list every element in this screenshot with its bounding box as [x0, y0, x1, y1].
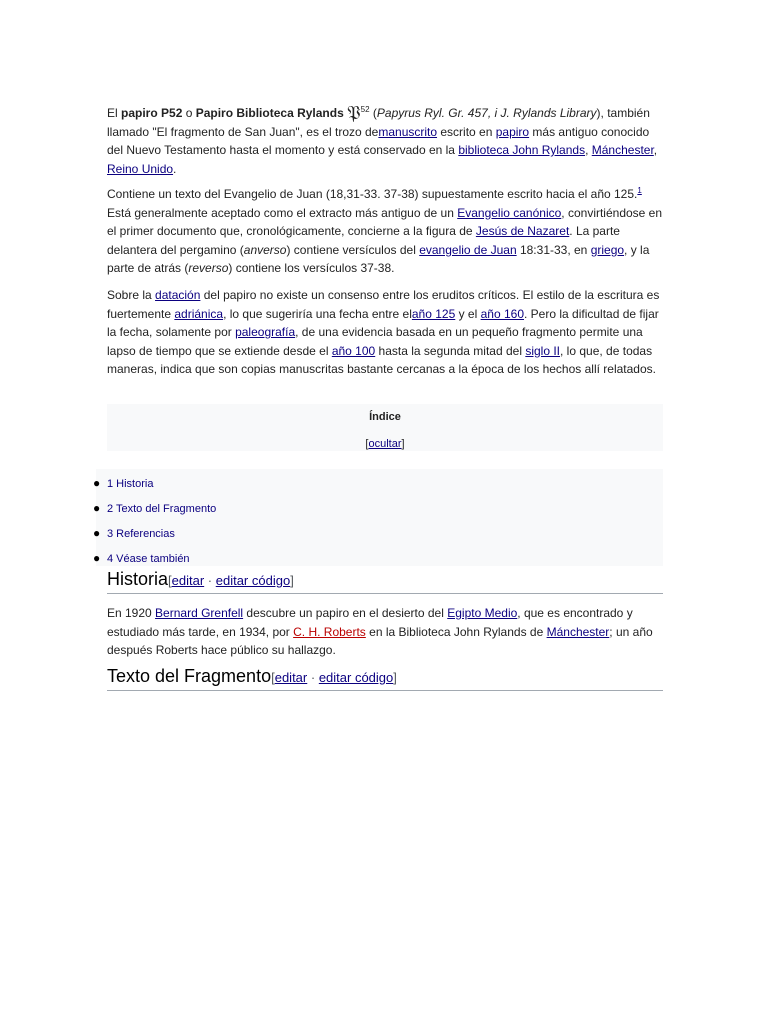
section-heading-historia	[107, 568, 663, 594]
edit-code-link[interactable]: editar código	[215, 573, 291, 588]
bullet-icon: ●	[93, 526, 101, 540]
text: , y la parte de atrás (	[107, 242, 650, 276]
link-ano-100[interactable]: año 100	[331, 343, 376, 358]
text: y el	[455, 306, 481, 321]
link-manuscrito[interactable]: manuscrito	[378, 124, 438, 139]
p52-glyph: 𝔓	[347, 102, 361, 124]
text: Está generalmente aceptado como el extracto más antiguo de un	[107, 205, 458, 220]
link-ano-160[interactable]: año 160	[480, 306, 524, 321]
link-evangelio-canonico[interactable]: Evangelio canónico	[457, 205, 562, 220]
text: ,	[653, 143, 658, 158]
toc-item-vease-tambien[interactable]	[93, 551, 190, 566]
bracket: ]	[393, 670, 397, 685]
bold-term: Papiro Biblioteca Rylands	[195, 106, 344, 120]
text: , que es encontrado y estudiado más tarde, en 1934, por	[107, 606, 633, 639]
text: descubre un papiro en el desierto del	[243, 606, 448, 620]
reference-link[interactable]: 1	[637, 186, 642, 195]
text: Sobre la	[107, 288, 156, 302]
p52-symbol	[347, 102, 369, 124]
toc-title: Índice	[369, 411, 401, 423]
bracket: ]	[290, 573, 294, 588]
edit-link[interactable]: editar	[274, 670, 308, 685]
toc-link[interactable]: 4 Véase también	[107, 553, 190, 565]
intro-paragraph	[107, 101, 663, 178]
text: . La parte delantera del pergamino (	[107, 224, 620, 257]
section-title: Historia	[107, 569, 169, 589]
link-reino-unido[interactable]: Reino Unido	[107, 161, 174, 176]
bracket: ]	[401, 438, 405, 450]
section-heading-texto-del-fragmento	[107, 665, 663, 691]
text: . Pero la dificultad de fijar la fecha, solamente por	[107, 306, 659, 340]
toc-toggle	[107, 435, 663, 454]
p52-number: 52	[360, 105, 370, 114]
content-paragraph	[107, 185, 663, 278]
link-c-h-roberts[interactable]: C. H. Roberts	[293, 624, 366, 639]
italic-text: reverso	[188, 261, 229, 276]
bullet-icon: ●	[93, 551, 101, 565]
toc-link[interactable]: 1 Historia	[107, 478, 154, 490]
toc-list	[93, 469, 663, 566]
edit-code-link[interactable]: editar código	[318, 670, 394, 685]
link-egipto-medio[interactable]: Egipto Medio	[447, 606, 518, 620]
toc-link[interactable]: 3 Referencias	[107, 528, 175, 540]
link-jesus-de-nazaret[interactable]: Jesús de Nazaret	[475, 224, 570, 239]
history-paragraph	[107, 604, 663, 660]
toc-header	[107, 404, 663, 451]
text: hasta la segunda mitad del	[375, 343, 526, 358]
edit-links	[271, 670, 397, 685]
text: en la Biblioteca John Rylands de	[365, 624, 547, 639]
bullet-icon: ●	[93, 501, 101, 515]
bracket: [	[168, 573, 172, 588]
toc-item-referencias[interactable]	[93, 526, 175, 541]
text: , de una evidencia basada en un pequeño fragmento permite una lapso de tiempo que se extiende desde el	[107, 325, 643, 358]
link-adrianica[interactable]: adriánica	[174, 306, 224, 321]
text: (	[369, 106, 377, 120]
toc-link[interactable]: 2 Texto del Fragmento	[107, 503, 217, 515]
link-datacion[interactable]: datación	[155, 288, 201, 302]
link-papiro[interactable]: papiro	[495, 124, 530, 139]
link-griego[interactable]: griego	[590, 242, 625, 257]
separator: ·	[204, 573, 216, 588]
text: .	[173, 161, 177, 176]
text: 18:31-33, en	[516, 242, 591, 257]
link-bernard-grenfell[interactable]: Bernard Grenfell	[155, 606, 244, 620]
link-manchester[interactable]: Mánchester	[591, 143, 654, 158]
text: ; un año después Roberts hace público su hallazgo.	[107, 624, 653, 658]
text: ) contiene los versículos 37-38.	[228, 261, 395, 276]
bracket: [	[271, 670, 275, 685]
link-biblioteca-john-rylands[interactable]: biblioteca John Rylands	[458, 143, 586, 158]
text: , lo que, de todas maneras, indica que son copias manuscritas bastante cercanas a la época de los hechos allí relatados.	[107, 343, 656, 377]
italic-text: anverso	[243, 242, 287, 257]
bracket: [	[365, 438, 369, 450]
text: El	[107, 106, 122, 120]
text: ) contiene versículos del	[286, 242, 420, 257]
bold-term: papiro P52	[121, 106, 183, 120]
toc-hide-link[interactable]: ocultar	[368, 438, 402, 450]
toc-item-texto-del-fragmento[interactable]	[93, 501, 217, 516]
toc-item-historia[interactable]	[93, 476, 154, 491]
link-evangelio-de-juan[interactable]: evangelio de Juan	[419, 242, 517, 257]
text: , convirtiéndose en el primer documento que, cronológicamente, concierne a la figura de	[107, 205, 663, 239]
edit-links	[168, 573, 294, 588]
text: o	[182, 106, 196, 120]
edit-link[interactable]: editar	[171, 573, 205, 588]
dating-paragraph	[107, 286, 663, 379]
text: escrito en	[437, 124, 496, 139]
link-paleografia[interactable]: paleografía	[235, 325, 296, 340]
text: ,	[585, 143, 592, 158]
separator: ·	[307, 670, 319, 685]
text: En 1920	[107, 606, 156, 620]
text: , lo que sugeriría una fecha entre el	[223, 306, 412, 321]
text: Contiene un texto del Evangelio de Juan (18,31-33. 37-38) supuestamente escrito hacia el año 125.	[107, 187, 638, 201]
link-manchester[interactable]: Mánchester	[546, 624, 610, 639]
section-title: Texto del Fragmento	[107, 666, 272, 686]
text: más antiguo conocido del Nuevo Testamento hasta el momento y está conservado en la	[107, 124, 650, 158]
text: ), también llamado "El fragmento de San Juan", es el trozo de	[107, 106, 650, 139]
bullet-icon: ●	[93, 476, 101, 490]
italic-text: Papyrus Ryl. Gr. 457, i J. Rylands Library	[376, 106, 597, 120]
text: del papiro no existe un consenso entre los eruditos críticos. El estilo de la escritura es fuertemente	[107, 288, 660, 321]
link-siglo-ii[interactable]: siglo II	[525, 343, 561, 358]
link-ano-125[interactable]: año 125	[411, 306, 456, 321]
